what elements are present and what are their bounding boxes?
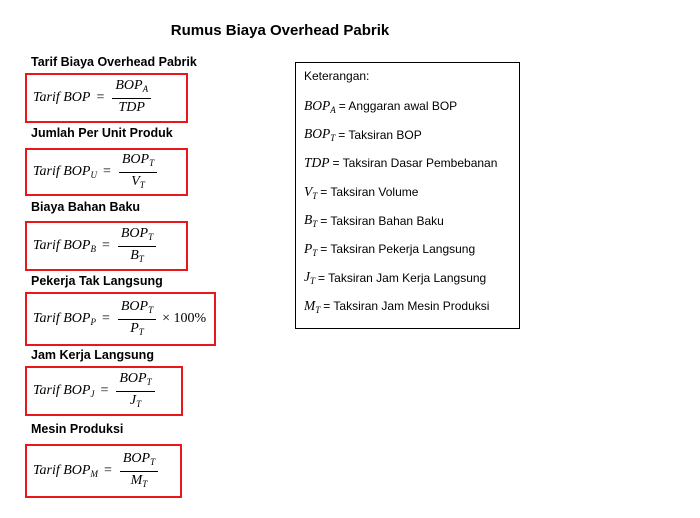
formula-box-bahan-baku: [25, 221, 188, 271]
fraction-denominator: TDP: [118, 99, 145, 115]
equals-sign: =: [102, 164, 111, 179]
legend-symbol: $B_T$: [304, 212, 318, 230]
section-title-jam-kerja: Jam Kerja Langsung: [31, 348, 154, 362]
fraction-denominator: $P_T$: [130, 320, 144, 337]
formula-box-mesin: [25, 444, 182, 498]
legend-item: [304, 178, 511, 207]
legend-description: = Taksiran Bahan Baku: [320, 213, 444, 228]
fraction: [120, 451, 158, 492]
legend-description: = Anggaran awal BOP: [338, 99, 458, 114]
formula-mesin: [33, 451, 164, 492]
legend-description: = Taksiran Pekerja Langsung: [320, 242, 476, 257]
legend-symbol: $J_T$: [304, 269, 316, 287]
fraction-denominator: $J_T$: [129, 392, 142, 409]
legend-item: [304, 121, 511, 150]
formula-lhs: Tarif $BOP_M$: [33, 463, 98, 479]
page-title: Rumus Biaya Overhead Pabrik: [170, 22, 390, 39]
legend-symbol: $BOP_A$: [304, 97, 336, 115]
formula-lhs: Tarif $BOP_P$: [33, 311, 96, 327]
formula-box-pekerja: [25, 292, 216, 346]
section-title-tarif-bop: Tarif Biaya Overhead Pabrik: [31, 55, 197, 69]
fraction-numerator: $BOP_A$: [112, 78, 151, 99]
legend-symbol: $V_T$: [304, 183, 318, 201]
fraction-numerator: $BOP_T$: [118, 299, 156, 320]
legend-heading: Keterangan:: [304, 69, 370, 83]
fraction-denominator: $M_T$: [130, 472, 148, 489]
fraction-numerator: $BOP_T$: [120, 451, 158, 472]
formula-box-jam-kerja: [25, 366, 183, 416]
formula-box-unit-produk: [25, 148, 188, 196]
equals-sign: =: [101, 311, 110, 326]
equals-sign: =: [96, 90, 105, 105]
fraction: [112, 78, 151, 119]
fraction: [118, 299, 156, 340]
legend-item: [304, 264, 511, 293]
fraction-denominator: $B_T$: [130, 247, 144, 264]
formula-box-tarif-bop: [25, 73, 188, 123]
section-title-mesin: Mesin Produksi: [31, 422, 124, 436]
formula-jam-kerja: [33, 371, 161, 412]
fraction-numerator: $BOP_T$: [119, 152, 157, 173]
legend-item: [304, 149, 511, 178]
section-title-unit-produk: Jumlah Per Unit Produk: [31, 126, 173, 140]
legend-item: [304, 235, 511, 264]
legend-description: = Taksiran Volume: [320, 185, 419, 200]
formula-lhs: Tarif BOP: [33, 90, 91, 105]
equals-sign: =: [100, 383, 109, 398]
formula-bahan-baku: [33, 226, 162, 267]
section-title-pekerja: Pekerja Tak Langsung: [31, 274, 163, 288]
section-title-bahan-baku: Biaya Bahan Baku: [31, 200, 141, 214]
legend-symbol: $M_T$: [304, 297, 321, 315]
legend-symbol: $P_T$: [304, 240, 318, 258]
legend-description: = Taksiran Dasar Pembebanan: [332, 156, 498, 171]
formula-pekerja: [33, 299, 206, 340]
formula-lhs: Tarif $BOP_J$: [33, 383, 95, 399]
legend-symbol: TDP: [304, 154, 330, 170]
legend-description: = Taksiran Jam Mesin Produksi: [323, 299, 490, 314]
legend-item: [304, 206, 511, 235]
fraction: [116, 371, 154, 412]
formula-lhs: Tarif $BOP_U$: [33, 164, 97, 180]
fraction-numerator: $BOP_T$: [118, 226, 156, 247]
fraction-numerator: $BOP_T$: [116, 371, 154, 392]
equals-sign: =: [103, 463, 112, 478]
formula-multiplier: × 100%: [162, 311, 207, 326]
legend-symbol: $BOP_T$: [304, 126, 336, 144]
equals-sign: =: [101, 238, 110, 253]
fraction: [119, 152, 157, 193]
legend-box: [295, 62, 520, 329]
legend-description: = Taksiran Jam Kerja Langsung: [318, 270, 487, 285]
legend-description: = Taksiran BOP: [338, 127, 422, 142]
formula-tarif-bop: [33, 78, 157, 119]
legend-item: [304, 92, 511, 121]
fraction-denominator: $V_T$: [131, 173, 145, 190]
formula-lhs: Tarif $BOP_B$: [33, 238, 96, 254]
legend-item: [304, 292, 511, 321]
fraction: [118, 226, 156, 267]
formula-unit-produk: [33, 152, 163, 193]
